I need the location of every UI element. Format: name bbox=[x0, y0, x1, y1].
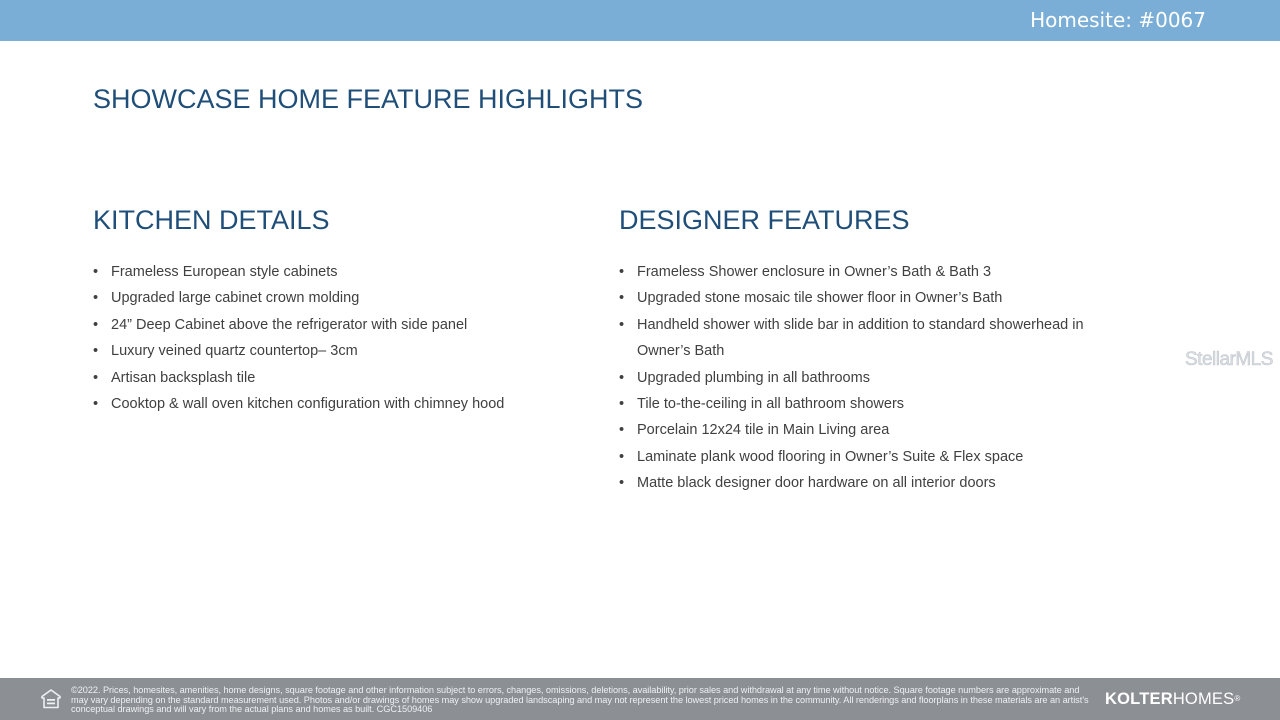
list-item bbox=[93, 338, 563, 364]
list-item-text: Luxury veined quartz countertop– 3cm bbox=[111, 343, 358, 360]
list-item-text: Frameless Shower enclosure in Owner’s Bath & Bath 3 bbox=[637, 264, 992, 280]
list-item bbox=[619, 417, 1139, 443]
top-banner bbox=[0, 0, 1280, 41]
list-item-text: Upgraded large cabinet crown molding bbox=[111, 290, 360, 307]
homesite-label: Homesite: #0067 bbox=[1030, 8, 1206, 32]
bullet: • bbox=[619, 475, 625, 492]
list-item-text: 24” Deep Cabinet above the refrigerator with side panel bbox=[111, 316, 468, 333]
designer-features-section bbox=[619, 205, 1139, 497]
designer-features-heading: DESIGNER FEATURES bbox=[619, 205, 910, 235]
list-item bbox=[93, 312, 563, 338]
footer-bar bbox=[0, 678, 1280, 720]
list-item bbox=[93, 259, 563, 285]
bullet: • bbox=[619, 316, 625, 333]
list-item-text: Laminate plank wood flooring in Owner’s Suite & Flex space bbox=[637, 448, 1024, 465]
list-item-text: Porcelain 12x24 tile in Main Living area bbox=[637, 422, 890, 439]
kitchen-feature-list bbox=[93, 259, 563, 417]
list-item bbox=[93, 365, 563, 391]
list-item-text: Upgraded stone mosaic tile shower floor in Owner’s Bath bbox=[637, 290, 1003, 307]
bullet: • bbox=[619, 264, 625, 280]
bullet: • bbox=[619, 422, 625, 439]
bullet: • bbox=[93, 264, 99, 280]
list-item-text: Tile to-the-ceiling in all bathroom showers bbox=[637, 396, 905, 413]
bullet: • bbox=[93, 369, 99, 386]
bullet: • bbox=[619, 369, 625, 386]
list-item-text: Matte black designer door hardware on all interior doors bbox=[637, 475, 996, 492]
list-item-text: Upgraded plumbing in all bathrooms bbox=[637, 369, 870, 386]
kitchen-details-heading: KITCHEN DETAILS bbox=[93, 205, 330, 235]
equal-housing-opportunity-icon bbox=[40, 688, 62, 710]
bullet: • bbox=[93, 316, 99, 333]
page-title: SHOWCASE HOME FEATURE HIGHLIGHTS bbox=[93, 84, 644, 114]
bullet: • bbox=[93, 290, 99, 307]
bullet: • bbox=[619, 448, 625, 465]
list-item bbox=[619, 312, 1139, 365]
registered-mark: ® bbox=[1234, 694, 1241, 703]
list-item-text: Artisan backsplash tile bbox=[111, 369, 256, 386]
logo-bold-text: KOLTER bbox=[1105, 690, 1173, 708]
list-item-text: Cooktop & wall oven kitchen configuration with chimney hood bbox=[111, 396, 505, 413]
bullet: • bbox=[619, 290, 625, 307]
kolter-homes-logo bbox=[1105, 689, 1240, 709]
legal-disclaimer: ©2022. Prices, homesites, amenities, home designs, square footage and other information subject to errors, changes, omissions, deletions, availability, prior sales and withdrawal at any time without notice. Square footage numbers are approximate and may vary depending on the standard measurement used. Photos and/or drawings of homes may show upgraded landscaping and may not represent the lowest priced homes in the community. All renderings and floorplans in these materials are an artist’s conceptual drawings and will vary from the actual plans and homes as built. CGC1509406 bbox=[71, 685, 1089, 714]
logo-light-text: HOMES bbox=[1172, 690, 1235, 708]
stellarmls-watermark: StellarMLS bbox=[1185, 349, 1273, 370]
list-item-text: Handheld shower with slide bar in addition to standard showerhead in Owner’s Bath bbox=[637, 316, 1084, 360]
list-item bbox=[619, 470, 1139, 496]
kitchen-details-section bbox=[93, 205, 563, 417]
list-item bbox=[619, 285, 1139, 311]
list-item bbox=[93, 391, 563, 417]
bullet: • bbox=[619, 396, 625, 413]
bullet: • bbox=[93, 343, 99, 360]
list-item bbox=[619, 365, 1139, 391]
list-item bbox=[619, 391, 1139, 417]
list-item bbox=[93, 285, 563, 311]
list-item-text: Frameless European style cabinets bbox=[111, 264, 338, 280]
bullet: • bbox=[93, 396, 99, 413]
designer-feature-list bbox=[619, 259, 1139, 497]
list-item bbox=[619, 444, 1139, 470]
list-item bbox=[619, 259, 1139, 285]
